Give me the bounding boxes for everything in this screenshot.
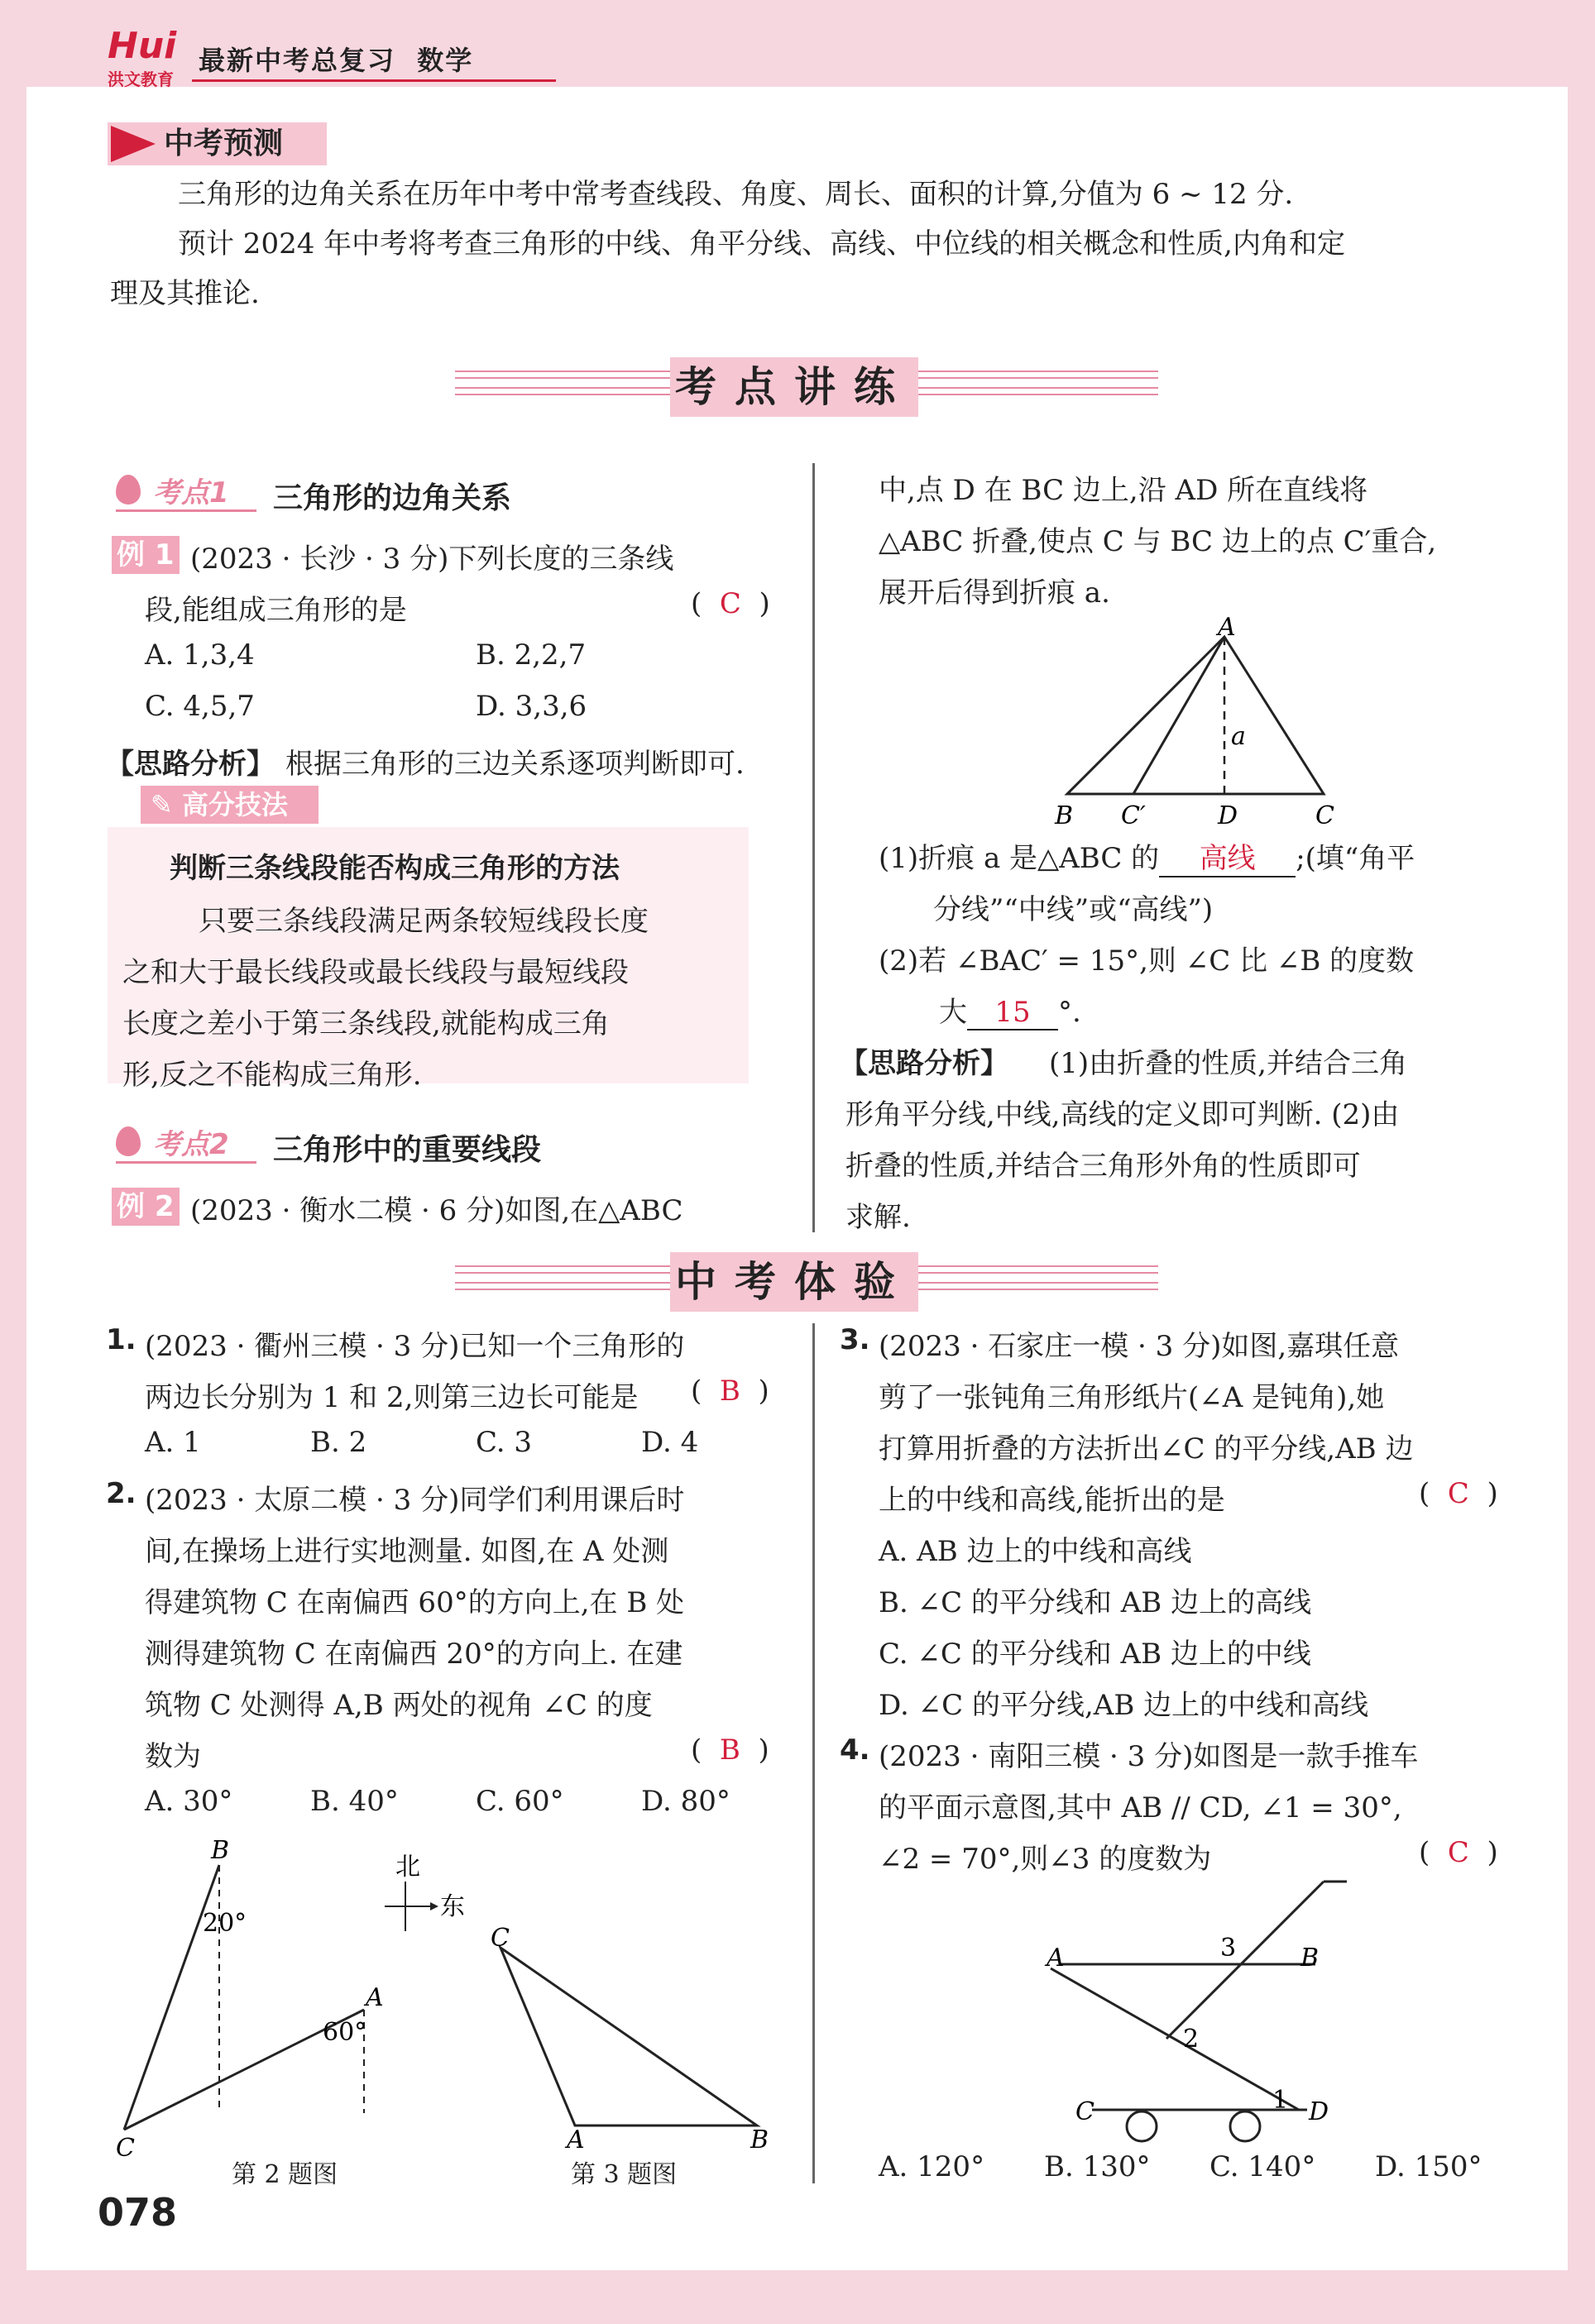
triangle-fold-figure	[1042, 613, 1373, 835]
label-c: C	[1075, 2097, 1094, 2126]
label-c: C	[491, 1924, 510, 1953]
example2-right-line1: 中,点 D 在 BC 边上,沿 AD 所在直线将	[879, 474, 1368, 507]
triangle-abc	[1067, 637, 1324, 794]
q4-line2: 的平面示意图,其中 AB // CD, ∠1 = 30°,	[879, 1791, 1402, 1824]
page-number: 078	[98, 2190, 178, 2235]
example2-analysis-line2: 形角平分线,中线,高线的定义即可判断. (2)由	[845, 1098, 1400, 1131]
q4-number: 4.	[840, 1733, 870, 1767]
q1-option-b: B. 2	[310, 1426, 367, 1459]
q3-figure	[484, 1924, 782, 2154]
example2-right-line3: 展开后得到折痕 a.	[879, 576, 1110, 610]
label-d: D	[1309, 2097, 1329, 2126]
label-c-prime: C′	[1121, 801, 1146, 830]
q3-answer: C	[1447, 1477, 1469, 1510]
banner-rule-right	[918, 1265, 1158, 1274]
prediction-para-2-cont: 理及其推论.	[110, 277, 260, 310]
q3-number: 3.	[840, 1323, 870, 1356]
q4-line3: ∠2 = 70°,则∠3 的度数为	[879, 1843, 1212, 1876]
brand-subtitle: 洪文教育	[108, 69, 174, 89]
label-b: B	[211, 1836, 230, 1865]
label-d: D	[1218, 801, 1238, 830]
label-angle-20: 20°	[203, 1909, 247, 1938]
label-angle-60: 60°	[323, 2018, 367, 2047]
example2-question-line1: (2023 · 衡水二模 · 6 分)如图,在△ABC	[190, 1194, 683, 1227]
banner-rule-left-2	[455, 387, 670, 395]
example1-option-c: C. 4,5,7	[145, 690, 255, 723]
q1-option-d: D. 4	[641, 1426, 699, 1459]
label-b: B	[1055, 801, 1074, 830]
q3-line2: 剪了一张钝角三角形纸片(∠A 是钝角),她	[879, 1381, 1385, 1414]
q2-caption: 第 2 题图	[232, 2160, 338, 2189]
example1-question-line2: 段,能组成三角形的是	[145, 594, 407, 627]
kaodian1-title: 三角形的边角关系	[273, 481, 512, 515]
banner-rule-left	[455, 1265, 670, 1274]
kaodian2-label: 考点2	[153, 1128, 229, 1161]
example1-tag: 例 1	[112, 536, 180, 574]
wheel-left	[1127, 2111, 1157, 2141]
example2-analysis-line1: (1)由折叠的性质,并结合三角	[1049, 1047, 1407, 1080]
q1-line1: (2023 · 衢州三模 · 3 分)已知一个三角形的	[145, 1330, 685, 1363]
page-frame-left	[0, 0, 26, 2324]
example2-sub1-line2: 分线”“中线”或“高线”)	[933, 893, 1214, 926]
banner-rule-right-2	[918, 1282, 1158, 1290]
q4-cart-figure	[1034, 1873, 1382, 2146]
label-a: A	[567, 2126, 585, 2154]
q3-answer-bracket: ( C )	[1419, 1477, 1498, 1510]
wheel-right	[1230, 2111, 1260, 2141]
q2-option-d: D. 80°	[641, 1785, 730, 1818]
example2-sub1-answer: 高线	[1159, 835, 1296, 877]
page-frame-right	[1568, 0, 1595, 2324]
banner-rule-left-2	[455, 1282, 670, 1290]
example2-sub1: (1)折痕 a 是△ABC 的 高线 ;(填“角平	[879, 835, 1415, 877]
q3-line1: (2023 · 石家庄一模 · 3 分)如图,嘉琪任意	[879, 1330, 1400, 1363]
compass-icon	[381, 1853, 480, 1948]
q3-option-a: A. AB 边上的中线和高线	[879, 1535, 1192, 1568]
q2-line4: 测得建筑物 C 在南偏西 20°的方向上. 在建	[145, 1638, 683, 1671]
label-c: C	[116, 2134, 135, 2163]
q2-number: 2.	[106, 1477, 137, 1510]
example2-analysis-tag: 【思路分析】	[840, 1047, 1008, 1080]
triangle-q3	[501, 1948, 757, 2126]
example2-analysis-line3: 折叠的性质,并结合三角形外角的性质即可	[845, 1150, 1361, 1183]
q1-line2: 两边长分别为 1 和 2,则第三边长可能是	[145, 1381, 639, 1414]
example2-analysis-line4: 求解.	[845, 1201, 911, 1234]
label-b: B	[1300, 1944, 1320, 1973]
column-divider-top	[812, 463, 815, 1232]
label-angle-3: 3	[1220, 1934, 1237, 1963]
label-a: A	[366, 1983, 384, 2012]
example1-question-line1: (2023 · 长沙 · 3 分)下列长度的三条线	[190, 543, 674, 576]
q3-line4: 上的中线和高线,能折出的是	[879, 1484, 1225, 1517]
banner-rule-left	[455, 371, 670, 379]
q3-line3: 打算用折叠的方法折出∠C 的平分线,AB 边	[879, 1432, 1414, 1466]
q3-option-b: B. ∠C 的平分线和 AB 边上的高线	[879, 1586, 1312, 1619]
section-banner-experience: 中考体验	[670, 1252, 918, 1312]
prediction-para-1: 三角形的边角关系在历年中考中常考查线段、角度、周长、面积的计算,分值为 6 ~ 12 分.	[178, 178, 1294, 211]
q2-option-a: A. 30°	[145, 1785, 233, 1818]
q3-option-d: D. ∠C 的平分线,AB 边上的中线和高线	[879, 1689, 1369, 1722]
tip-tag: ✎ 高分技法	[141, 786, 298, 824]
q4-option-d: D. 150°	[1375, 2150, 1482, 2183]
section-banner-practice: 考点讲练	[670, 357, 918, 417]
banner-rule-right	[918, 371, 1158, 379]
tip-line-2: 之和大于最长线段或最长线段与最短线段	[122, 956, 629, 989]
tip-title: 判断三条线段能否构成三角形的方法	[170, 852, 620, 885]
q2-answer: B	[719, 1733, 740, 1767]
label-north: 北	[395, 1853, 420, 1882]
prediction-para-2: 预计 2024 年中考将考查三角形的中线、角平分线、高线、中位线的相关概念和性质,内角和定	[178, 227, 1345, 261]
brand-logo: Hui	[108, 25, 177, 67]
example2-sub2-answer: 15	[967, 996, 1058, 1030]
q4-option-c: C. 140°	[1209, 2150, 1316, 2183]
q4-answer-bracket: ( C )	[1419, 1836, 1498, 1869]
q2-option-b: B. 40°	[310, 1785, 399, 1818]
line-ad	[1051, 1968, 1299, 2110]
q2-figure	[108, 1836, 397, 2188]
q2-answer-bracket: ( B )	[691, 1733, 769, 1767]
tip-line-3: 长度之差小于第三条线段,就能构成三角	[122, 1007, 610, 1040]
kaodian1-label: 考点1	[153, 476, 229, 509]
drop-icon	[116, 475, 141, 504]
example1-analysis: 根据三角形的三边关系逐项判断即可.	[285, 748, 745, 781]
label-angle-2: 2	[1183, 2025, 1200, 2054]
q2-line6: 数为	[145, 1740, 201, 1773]
example2-tag: 例 2	[112, 1188, 180, 1226]
q2-line1: (2023 · 太原二模 · 3 分)同学们利用课后时	[145, 1484, 685, 1517]
q2-line2: 间,在操场上进行实地测量. 如图,在 A 处测	[145, 1535, 669, 1568]
q4-line1: (2023 · 南阳三模 · 3 分)如图是一款手推车	[879, 1740, 1419, 1773]
example1-option-a: A. 1,3,4	[145, 638, 255, 672]
prediction-tag: 中考预测	[164, 127, 284, 160]
example2-sub2-line1: (2)若 ∠BAC′ = 15°,则 ∠C 比 ∠B 的度数	[879, 944, 1415, 978]
example1-option-d: D. 3,3,6	[476, 690, 587, 723]
banner-rule-right-2	[918, 387, 1158, 395]
example2-right-line2: △ABC 折叠,使点 C 与 BC 边上的点 C′重合,	[879, 525, 1437, 558]
label-b: B	[750, 2126, 769, 2154]
tip-line-1: 只要三条线段满足两条较短线段长度	[199, 905, 649, 938]
tip-line-4: 形,反之不能构成三角形.	[122, 1059, 422, 1092]
example2-sub2: 大 15 °.	[939, 996, 1081, 1029]
q3-caption: 第 3 题图	[571, 2160, 678, 2189]
kaodian2-underline	[116, 1161, 256, 1164]
arrow-icon	[111, 126, 156, 162]
example1-analysis-tag: 【思路分析】	[106, 748, 275, 781]
q1-answer: B	[719, 1375, 740, 1408]
label-crease: a	[1231, 722, 1246, 751]
example1-answer-bracket: ( C )	[691, 587, 770, 620]
q2-option-c: C. 60°	[476, 1785, 564, 1818]
header-underline	[192, 79, 556, 82]
label-a: A	[1218, 613, 1236, 642]
q1-option-c: C. 3	[476, 1426, 533, 1459]
q3-option-c: C. ∠C 的平分线和 AB 边上的中线	[879, 1638, 1311, 1671]
label-east: 东	[440, 1892, 465, 1921]
q4-answer: C	[1447, 1836, 1469, 1869]
q2-line5: 筑物 C 处测得 A,B 两处的视角 ∠C 的度	[145, 1689, 653, 1722]
drop-icon	[116, 1126, 141, 1156]
column-divider-bottom	[812, 1323, 815, 2183]
label-angle-1: 1	[1272, 2086, 1289, 2115]
q2-line3: 得建筑物 C 在南偏西 60°的方向上,在 B 处	[145, 1586, 685, 1619]
label-a: A	[1047, 1944, 1065, 1973]
label-c: C	[1315, 801, 1334, 830]
series-title: 最新中考总复习 数学	[199, 45, 474, 76]
q1-option-a: A. 1	[145, 1426, 201, 1459]
page-frame-bottom	[0, 2270, 1595, 2324]
q4-option-a: A. 120°	[879, 2150, 985, 2183]
kaodian2-title: 三角形中的重要线段	[273, 1133, 542, 1167]
q4-option-b: B. 130°	[1044, 2150, 1151, 2183]
example1-answer: C	[719, 587, 741, 620]
q1-number: 1.	[106, 1323, 137, 1356]
kaodian1-underline	[116, 509, 256, 512]
example1-option-b: B. 2,2,7	[476, 638, 587, 672]
q1-answer-bracket: ( B )	[691, 1375, 769, 1408]
